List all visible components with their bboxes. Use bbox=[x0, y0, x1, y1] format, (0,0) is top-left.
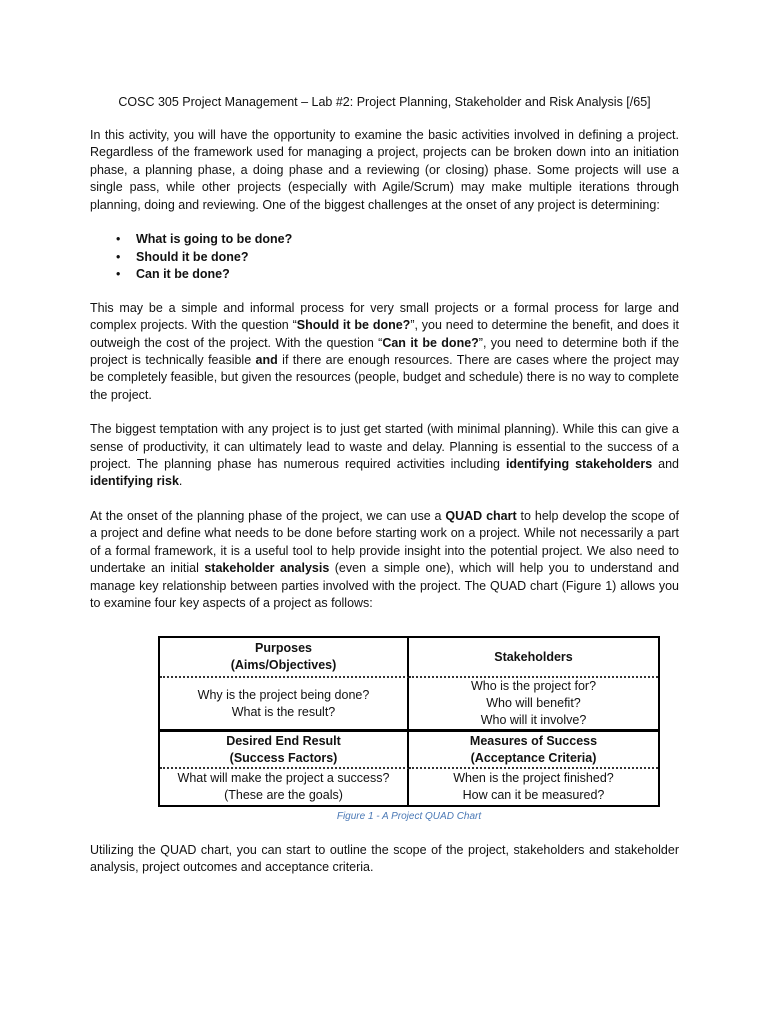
bold-run: QUAD chart bbox=[445, 508, 517, 523]
bold-run: and bbox=[255, 353, 278, 368]
quad-chart-table bbox=[158, 636, 660, 807]
planning-paragraph bbox=[90, 421, 679, 491]
stakeholders-header bbox=[409, 638, 658, 678]
list-item: • Can it be done? bbox=[136, 266, 679, 284]
text-run: if there are enough resources. There are cases where the project may be completely feasible, but given the resources (people, budget and schedule) there is no way to complete the project. bbox=[90, 353, 679, 402]
cell-line: When is the project finished? bbox=[453, 771, 614, 785]
table-row bbox=[160, 769, 658, 805]
bold-run: identifying stakeholders bbox=[505, 457, 653, 472]
text-run: to help develop the scope of a project and define what needs to be done before starting work on a project. While not necessarily a part of a formal framework, it is a useful tool to help provide insight into the potential project. We also need to undertake an initial bbox=[90, 508, 679, 576]
cell-line: What will make the project a success? bbox=[177, 771, 390, 785]
page-title: COSC 305 Project Management – Lab #2: Project Planning, Stakeholder and Risk Analysis [/65] bbox=[118, 95, 651, 109]
cell-line: (Aims/Objectives) bbox=[230, 658, 337, 672]
list-item: • What is going to be done? bbox=[136, 231, 679, 249]
text-run: This may be a simple and informal process for very small projects or a formal process for large and complex projects. With the question “ bbox=[90, 300, 679, 333]
text-run: (even a simple one), which will help you to understand and manage key relationship between parties involved with the project. The QUAD chart (Figure 1) allows you to examine four key aspects of a project as follows: bbox=[90, 561, 680, 610]
cell-line: Stakeholders bbox=[494, 649, 573, 664]
text-run: ”, you need to determine the benefit, and does it outweigh the cost of the project. With the question “ bbox=[90, 318, 679, 350]
measures-questions bbox=[409, 769, 658, 805]
bold-run: Should it be done? bbox=[296, 318, 411, 333]
cell-line: Why is the project being done? bbox=[197, 687, 370, 702]
cell-line: (Acceptance Criteria) bbox=[470, 750, 597, 765]
cell-line: What is the result? bbox=[231, 704, 336, 719]
cell-line: Who will benefit? bbox=[486, 696, 581, 710]
end-result-questions bbox=[160, 769, 409, 805]
list-item: • Should it be done? bbox=[136, 249, 679, 267]
closing-section bbox=[90, 842, 679, 877]
table-row bbox=[160, 638, 658, 678]
intro-paragraph: In this activity, you will have the opportunity to examine the basic activities involved in defining a project. Regardless of the framework used for managing a project, projects can be broken down into an initiation phase, a planning phase, a doing phase and a reviewing (or closing) phase. Some projects will use a single pass, while other projects (especially with Agile/Scrum) may make multiple iterations through planning, doing and reviewing. One of the biggest challenges at the onset of any project is determining: bbox=[90, 128, 679, 212]
quad-intro-paragraph bbox=[90, 508, 679, 612]
document-body bbox=[90, 94, 679, 634]
cell-line: Purposes bbox=[255, 641, 312, 655]
table-row bbox=[160, 732, 658, 769]
cell-line: How can it be measured? bbox=[462, 788, 605, 802]
end-result-header bbox=[160, 732, 409, 769]
bold-run: Can it be done? bbox=[382, 335, 479, 350]
text-run: . bbox=[178, 474, 183, 489]
question-list bbox=[90, 231, 679, 284]
measures-header bbox=[409, 732, 658, 769]
purposes-header bbox=[160, 638, 409, 678]
feasibility-paragraph bbox=[90, 300, 679, 404]
text-run: and bbox=[652, 457, 679, 472]
cell-line: Who will it involve? bbox=[480, 713, 587, 727]
cell-line: (These are the goals) bbox=[224, 788, 343, 802]
cell-line: Desired End Result bbox=[226, 733, 341, 748]
bold-run: stakeholder analysis bbox=[204, 561, 330, 576]
text-run: ”, you need to determine both if the project is technically feasible bbox=[90, 335, 680, 368]
purposes-questions bbox=[160, 678, 409, 732]
stakeholders-questions bbox=[409, 678, 658, 732]
bold-run: identifying risk bbox=[90, 474, 179, 489]
cell-line: (Success Factors) bbox=[229, 750, 338, 765]
cell-line: Who is the project for? bbox=[470, 679, 597, 693]
text-run: At the onset of the planning phase of the project, we can use a bbox=[90, 508, 446, 523]
table-row bbox=[160, 678, 658, 732]
cell-line: Measures of Success bbox=[469, 733, 598, 748]
closing-paragraph: Utilizing the QUAD chart, you can start to outline the scope of the project, stakeholders and stakeholder analysis, project outcomes and acceptance criteria. bbox=[90, 843, 679, 875]
figure-caption: Figure 1 - A Project QUAD Chart bbox=[336, 811, 482, 822]
text-run: The biggest temptation with any project is to just get started (with minimal planning). While this can give a sense of productivity, it can ultimately lead to waste and delay. Planning is essential to the success of a project. The planning phase has numerous required activities including bbox=[90, 422, 679, 472]
